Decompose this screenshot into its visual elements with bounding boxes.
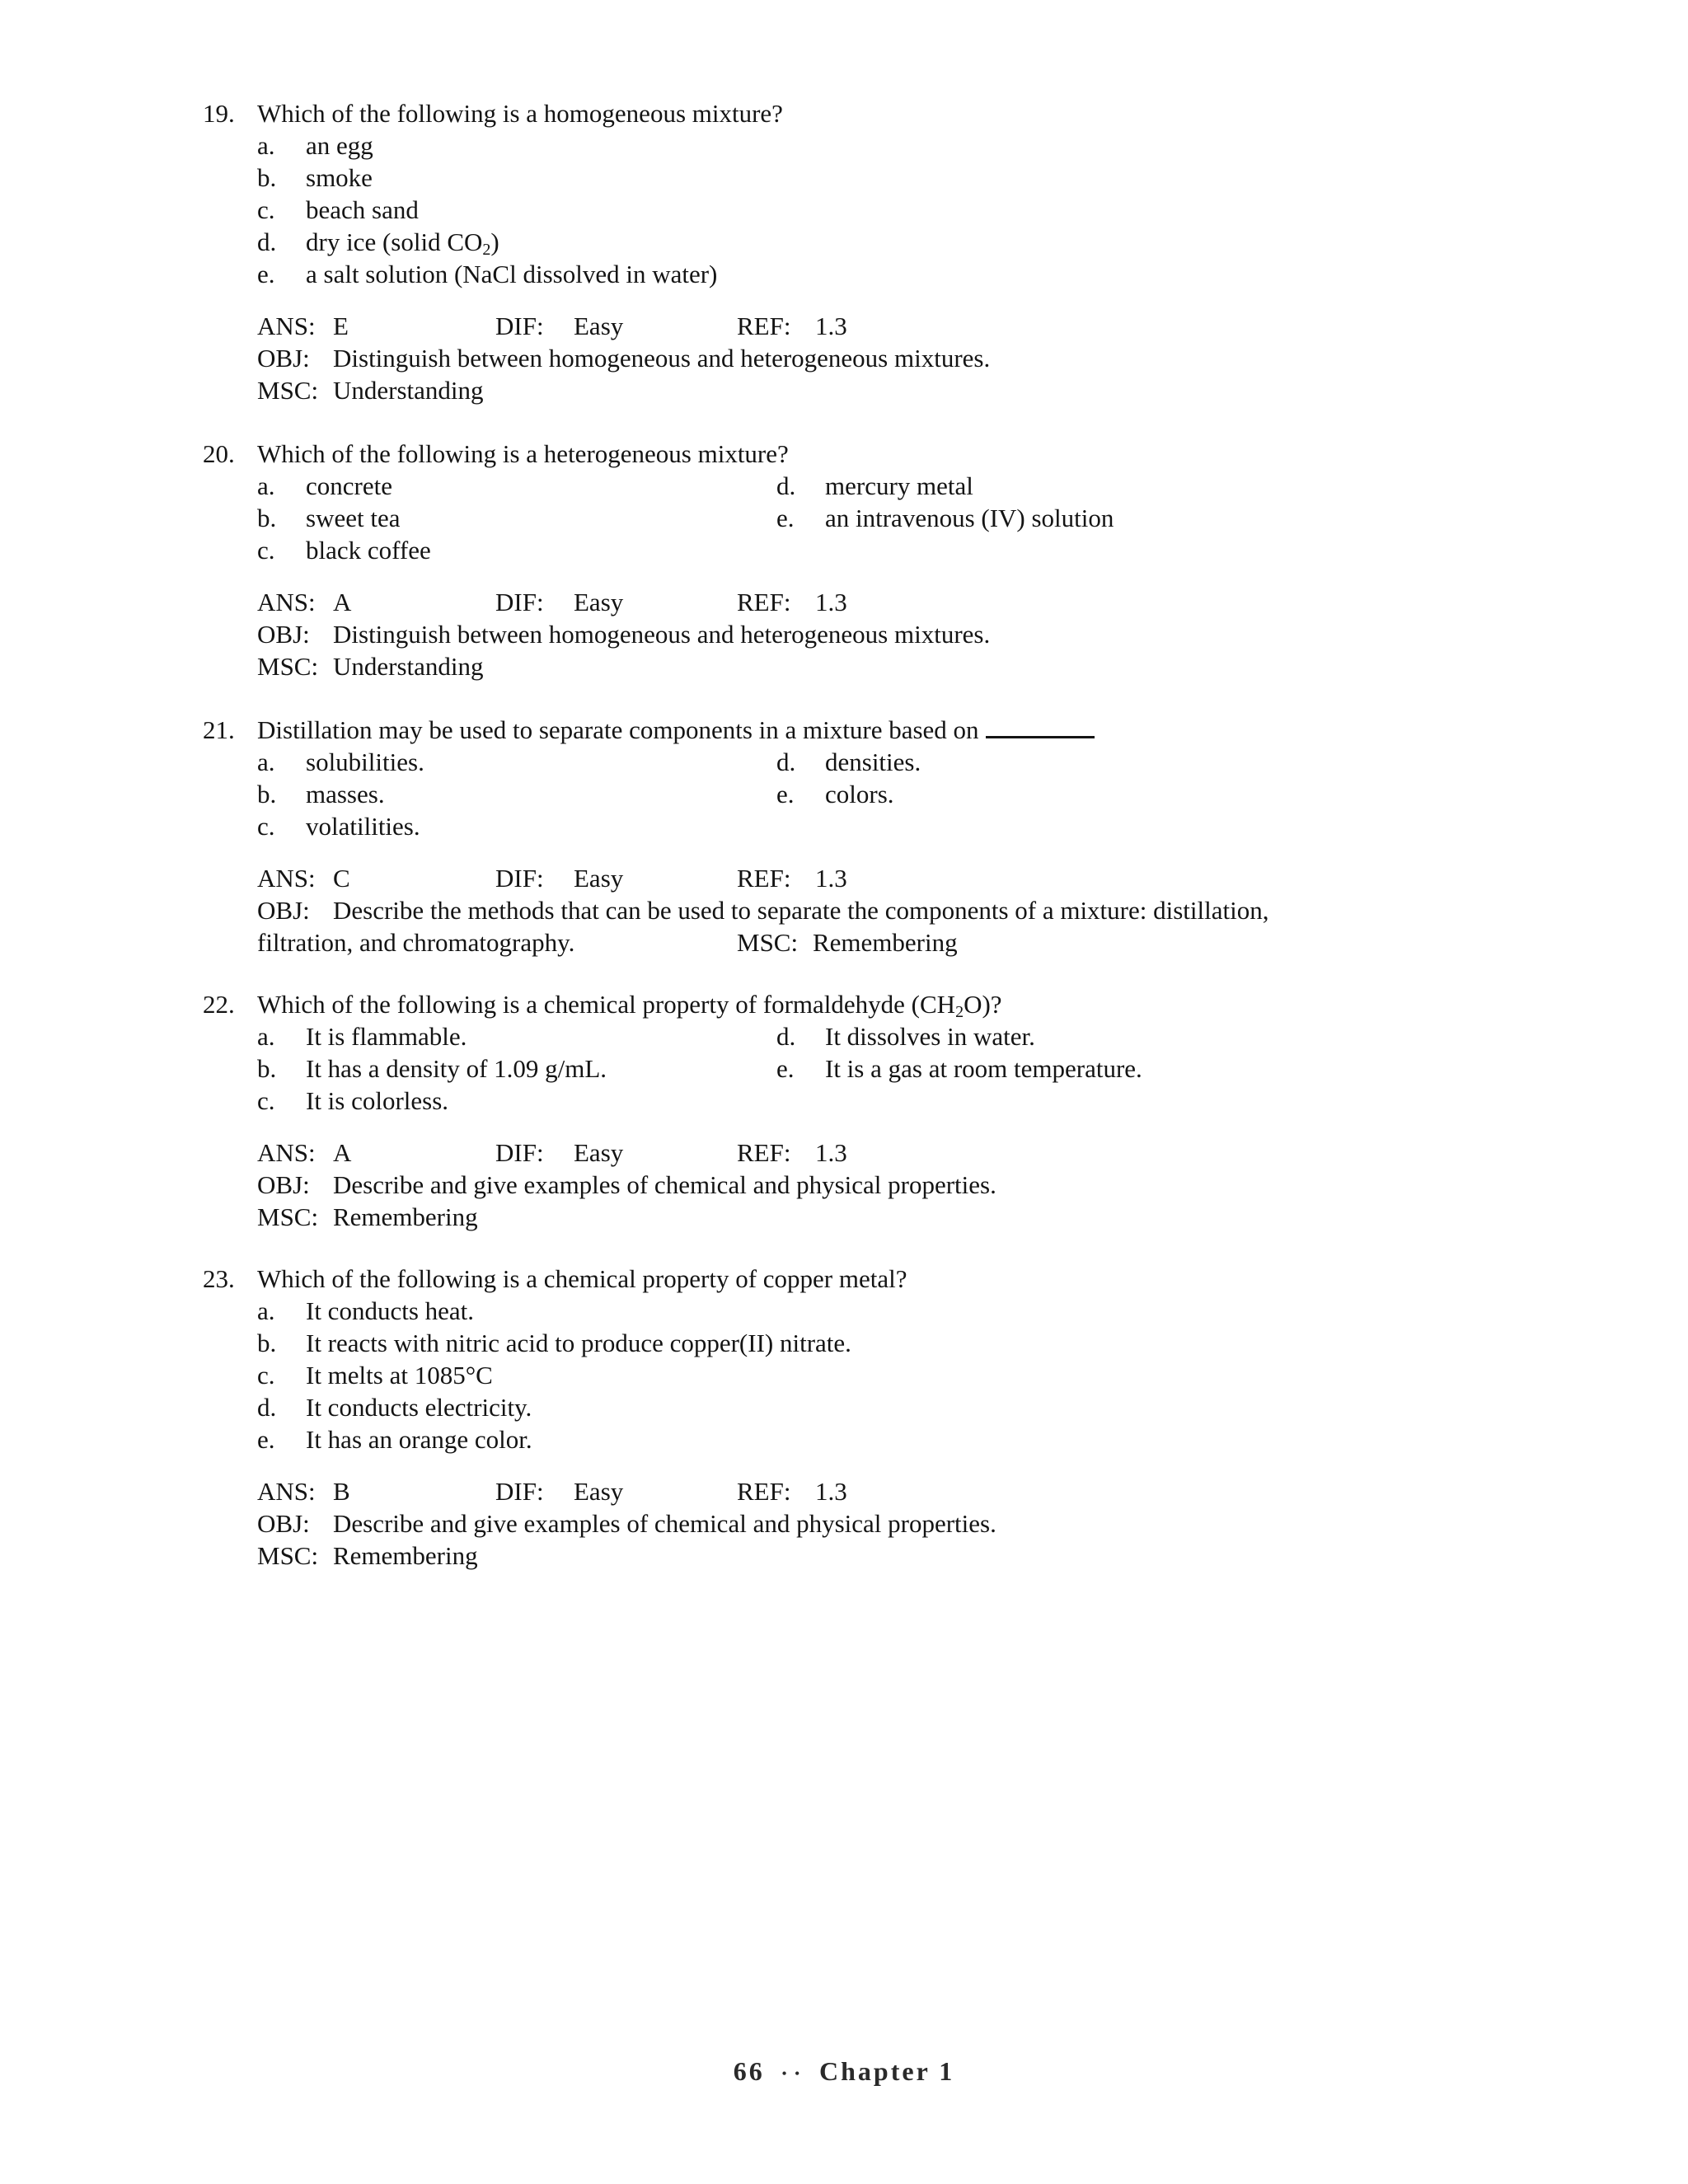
answer-blank xyxy=(986,714,1095,738)
option-letter: b. xyxy=(257,163,277,192)
ref-value: 1.3 xyxy=(815,1477,847,1506)
option-letter: c. xyxy=(257,812,275,841)
question-number: 22. xyxy=(203,990,235,1019)
option-text-part: dry ice (solid CO xyxy=(306,227,483,256)
answer-meta xyxy=(203,310,1357,342)
option-text: sweet tea xyxy=(306,504,401,532)
question-number: 20. xyxy=(203,439,235,468)
msc-label: MSC: xyxy=(737,928,799,957)
dif-value: Easy xyxy=(574,1477,624,1506)
ref-label: REF: xyxy=(737,1138,791,1167)
dif-label: DIF: xyxy=(495,1477,544,1506)
obj-text: Describe the methods that can be used to separate the components of a mixture: distillation, xyxy=(333,896,1269,925)
objective xyxy=(203,894,1357,926)
option-text: mercury metal xyxy=(825,471,973,500)
option-c xyxy=(203,1359,1357,1391)
answer-meta xyxy=(203,586,1357,618)
question-19 xyxy=(203,97,1357,406)
option-letter: b. xyxy=(257,504,277,532)
dif-value: Easy xyxy=(574,1138,624,1167)
option-row xyxy=(203,778,1357,810)
dif-value: Easy xyxy=(574,312,624,340)
option-letter: a. xyxy=(257,1022,275,1051)
option-text: concrete xyxy=(306,471,392,500)
option-text: an egg xyxy=(306,131,373,160)
option-letter: d. xyxy=(776,748,796,776)
objective xyxy=(203,342,1357,374)
option-a xyxy=(203,1295,1357,1327)
answer-meta xyxy=(203,862,1357,894)
option-e xyxy=(203,1423,1357,1455)
option-text: smoke xyxy=(306,163,373,192)
msc-label: MSC: xyxy=(257,376,319,405)
dif-value: Easy xyxy=(574,588,624,616)
option-text: colors. xyxy=(825,780,894,808)
question-number: 21. xyxy=(203,715,235,744)
ref-label: REF: xyxy=(737,588,791,616)
question-text: Distillation may be used to separate components in a mixture based on xyxy=(257,715,979,744)
option-letter: a. xyxy=(257,748,275,776)
subscript: 2 xyxy=(482,241,491,259)
misc xyxy=(203,1540,1357,1572)
ans-value: A xyxy=(333,588,352,616)
ans-label: ANS: xyxy=(257,588,316,616)
option-d xyxy=(203,226,1357,258)
option-row xyxy=(203,470,1357,502)
question-text: Which of the following is a chemical property of copper metal? xyxy=(257,1264,907,1293)
option-text: an intravenous (IV) solution xyxy=(825,504,1114,532)
objective xyxy=(203,618,1357,650)
msc-label: MSC: xyxy=(257,1202,319,1231)
msc-value: Understanding xyxy=(333,376,484,405)
option-text: It melts at 1085°C xyxy=(306,1361,493,1390)
page-number: 66 xyxy=(733,2056,765,2086)
dif-label: DIF: xyxy=(495,1138,544,1167)
option-text: masses. xyxy=(306,780,385,808)
objective-continued xyxy=(203,926,1357,958)
option-text: It has a density of 1.09 g/mL. xyxy=(306,1054,607,1083)
obj-text-cont: filtration, and chromatography. xyxy=(257,928,575,957)
option-text: It is flammable. xyxy=(306,1022,467,1051)
option-letter: b. xyxy=(257,780,277,808)
question-22 xyxy=(203,988,1357,1233)
option-letter: b. xyxy=(257,1054,277,1083)
option-text: beach sand xyxy=(306,195,419,224)
option-text: It conducts heat. xyxy=(306,1296,475,1325)
question-23 xyxy=(203,1263,1357,1572)
option-letter: c. xyxy=(257,536,275,565)
option-text-part: ) xyxy=(490,227,499,256)
dif-value: Easy xyxy=(574,864,624,893)
answer-meta xyxy=(203,1475,1357,1507)
subscript: 2 xyxy=(955,1003,964,1021)
ans-label: ANS: xyxy=(257,864,316,893)
option-text: It reacts with nitric acid to produce copper(II) nitrate. xyxy=(306,1329,851,1357)
option-row xyxy=(203,502,1357,534)
option-letter: c. xyxy=(257,1361,275,1390)
question-text: Which of the following is a homogeneous mixture? xyxy=(257,99,783,128)
page-footer xyxy=(0,2055,1688,2090)
dif-label: DIF: xyxy=(495,588,544,616)
option-text: solubilities. xyxy=(306,748,424,776)
ans-label: ANS: xyxy=(257,1138,316,1167)
option-letter: b. xyxy=(257,1329,277,1357)
question-text: Which of the following is a heterogeneous mixture? xyxy=(257,439,789,468)
option-text: It is a gas at room temperature. xyxy=(825,1054,1142,1083)
ans-value: C xyxy=(333,864,350,893)
objective xyxy=(203,1169,1357,1201)
msc-value: Understanding xyxy=(333,652,484,681)
option-e xyxy=(203,258,1357,290)
option-letter: a. xyxy=(257,1296,275,1325)
option-letter: c. xyxy=(257,1086,275,1115)
question-text: Which of the following is a chemical property of formaldehyde (CH xyxy=(257,990,956,1019)
ref-label: REF: xyxy=(737,864,791,893)
ans-label: ANS: xyxy=(257,312,316,340)
option-letter: c. xyxy=(257,195,275,224)
objective xyxy=(203,1507,1357,1540)
msc-value: Remembering xyxy=(333,1202,478,1231)
option-letter: d. xyxy=(257,227,277,256)
option-letter: d. xyxy=(776,1022,796,1051)
option-row xyxy=(203,534,1357,566)
ans-value: E xyxy=(333,312,349,340)
option-letter: d. xyxy=(776,471,796,500)
option-d xyxy=(203,1391,1357,1423)
option-text: volatilities. xyxy=(306,812,420,841)
ref-value: 1.3 xyxy=(815,1138,847,1167)
option-letter: e. xyxy=(257,1425,275,1454)
dif-label: DIF: xyxy=(495,864,544,893)
option-b xyxy=(203,1327,1357,1359)
msc-value: Remembering xyxy=(333,1541,478,1570)
option-letter: e. xyxy=(776,504,795,532)
misc xyxy=(203,374,1357,406)
option-c xyxy=(203,194,1357,226)
option-row xyxy=(203,1052,1357,1085)
option-letter: a. xyxy=(257,471,275,500)
ref-label: REF: xyxy=(737,312,791,340)
footer-separator: • • xyxy=(781,2067,802,2082)
option-b xyxy=(203,162,1357,194)
option-text xyxy=(306,226,499,258)
obj-label: OBJ: xyxy=(257,620,310,649)
msc-label: MSC: xyxy=(257,1541,319,1570)
ref-label: REF: xyxy=(737,1477,791,1506)
option-text: black coffee xyxy=(306,536,431,565)
option-text: It has an orange color. xyxy=(306,1425,532,1454)
chapter-label: Chapter 1 xyxy=(819,2056,955,2086)
obj-label: OBJ: xyxy=(257,896,310,925)
obj-text: Distinguish between homogeneous and heterogeneous mixtures. xyxy=(333,620,991,649)
ans-value: A xyxy=(333,1138,352,1167)
ans-label: ANS: xyxy=(257,1477,316,1506)
option-letter: e. xyxy=(776,780,795,808)
question-number: 19. xyxy=(203,99,235,128)
question-20 xyxy=(203,438,1357,682)
misc xyxy=(203,1201,1357,1233)
answer-meta xyxy=(203,1137,1357,1169)
msc-label: MSC: xyxy=(257,652,319,681)
ref-value: 1.3 xyxy=(815,588,847,616)
ref-value: 1.3 xyxy=(815,864,847,893)
option-letter: e. xyxy=(257,260,275,288)
ans-value: B xyxy=(333,1477,350,1506)
obj-text: Describe and give examples of chemical and physical properties. xyxy=(333,1509,996,1538)
option-text: densities. xyxy=(825,748,921,776)
question-number: 23. xyxy=(203,1264,235,1293)
question-text-end: O)? xyxy=(964,990,1002,1019)
option-text: It is colorless. xyxy=(306,1086,449,1115)
option-letter: d. xyxy=(257,1393,277,1422)
option-text: It dissolves in water. xyxy=(825,1022,1035,1051)
question-21 xyxy=(203,714,1357,958)
option-row xyxy=(203,746,1357,778)
ref-value: 1.3 xyxy=(815,312,847,340)
option-letter: e. xyxy=(776,1054,795,1083)
obj-text: Describe and give examples of chemical and physical properties. xyxy=(333,1170,996,1199)
misc xyxy=(203,650,1357,682)
option-text: a salt solution (NaCl dissolved in water) xyxy=(306,260,718,288)
option-row xyxy=(203,1085,1357,1117)
option-row xyxy=(203,1020,1357,1052)
option-row xyxy=(203,810,1357,842)
dif-label: DIF: xyxy=(495,312,544,340)
obj-label: OBJ: xyxy=(257,344,310,373)
obj-label: OBJ: xyxy=(257,1170,310,1199)
option-letter: a. xyxy=(257,131,275,160)
option-a xyxy=(203,129,1357,162)
obj-text: Distinguish between homogeneous and heterogeneous mixtures. xyxy=(333,344,991,373)
obj-label: OBJ: xyxy=(257,1509,310,1538)
msc-value: Remembering xyxy=(813,928,958,957)
option-text: It conducts electricity. xyxy=(306,1393,532,1422)
